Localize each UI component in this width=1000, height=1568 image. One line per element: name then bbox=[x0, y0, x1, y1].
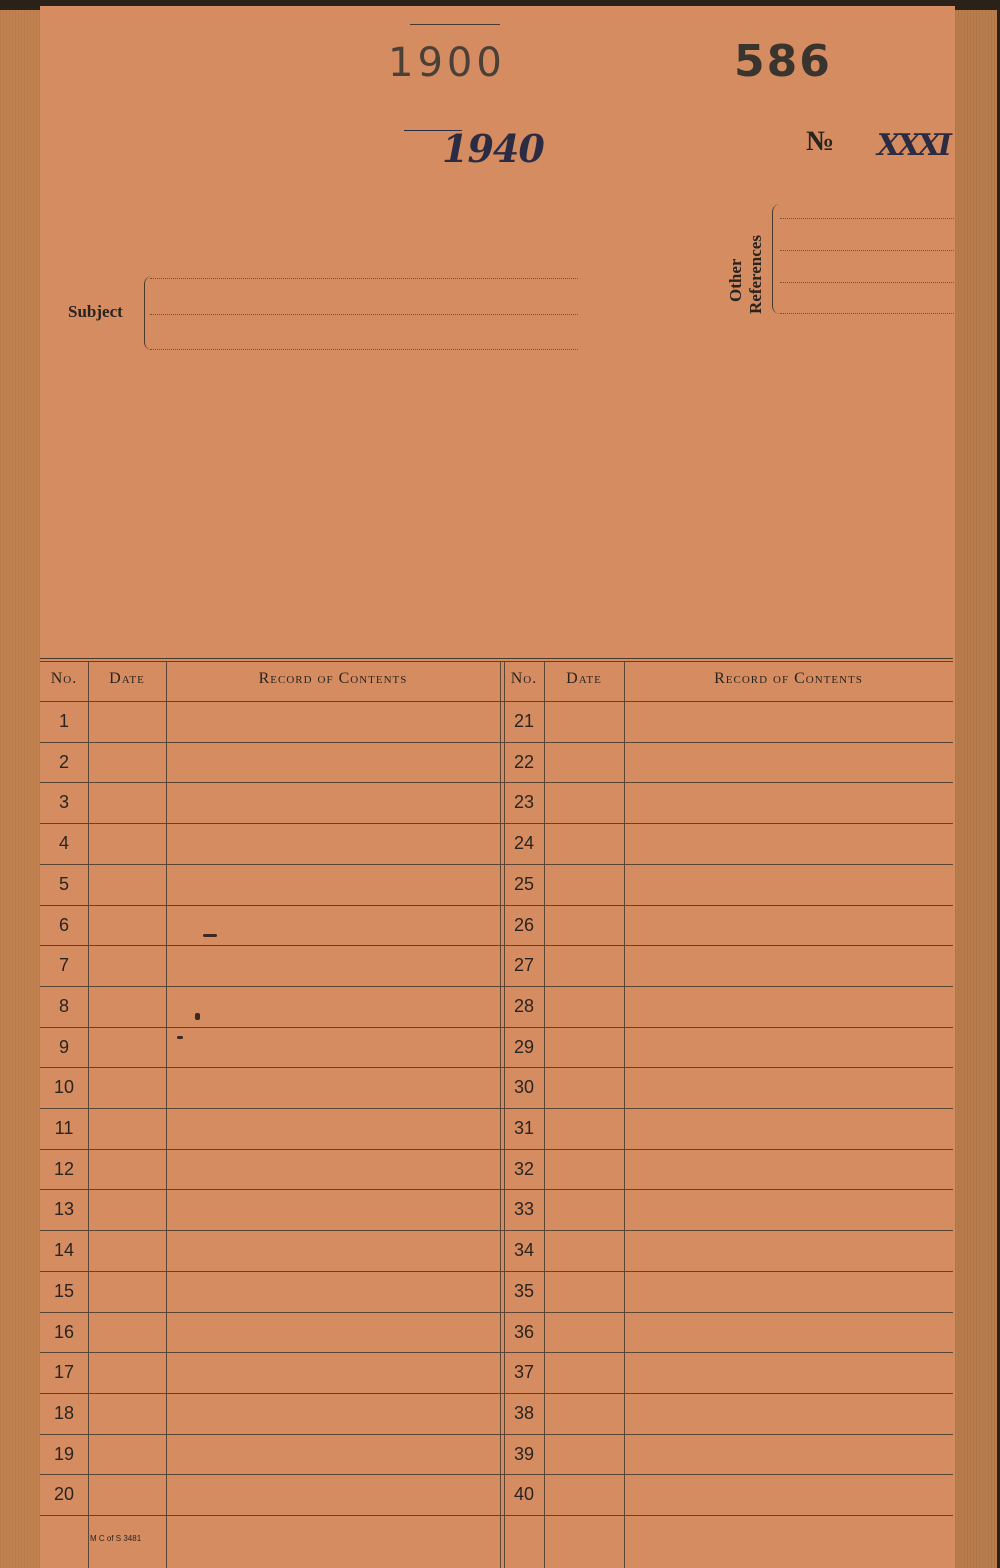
col-divider bbox=[88, 662, 89, 1568]
subject-brace bbox=[144, 276, 155, 350]
row-number-right: 40 bbox=[513, 1484, 535, 1504]
row-number-right: 24 bbox=[513, 833, 535, 853]
table-row-line bbox=[40, 1393, 953, 1394]
other-references-line-4[interactable] bbox=[780, 313, 954, 314]
stamped-year: 1900 bbox=[388, 40, 506, 86]
row-number-left: 11 bbox=[54, 1118, 74, 1138]
table-top-border bbox=[40, 658, 953, 659]
row-number-left: 5 bbox=[58, 874, 69, 894]
row-number-right: 32 bbox=[513, 1159, 535, 1179]
table-row-line bbox=[40, 782, 953, 783]
subject-label: Subject bbox=[68, 302, 123, 321]
row-number-right: 39 bbox=[513, 1444, 535, 1464]
row-number-right: 38 bbox=[513, 1403, 535, 1423]
row-number-left: 9 bbox=[58, 1037, 69, 1057]
table-row-line bbox=[40, 823, 953, 824]
subject-line-1[interactable] bbox=[150, 278, 578, 279]
row-number-right: 29 bbox=[513, 1037, 535, 1057]
row-number-right: 25 bbox=[513, 874, 535, 894]
table-row-line bbox=[40, 1230, 953, 1231]
other-references-label-line-1: Other bbox=[726, 258, 745, 302]
table-row-line bbox=[40, 742, 953, 743]
stamped-file-number: 586 bbox=[734, 36, 832, 87]
table-row-line bbox=[40, 1352, 953, 1353]
row-number-left: 4 bbox=[58, 833, 69, 853]
table-row-line bbox=[40, 1027, 953, 1028]
record-of-contents-table bbox=[40, 658, 953, 1568]
row-number-right: 21 bbox=[513, 711, 535, 731]
row-number-right: 22 bbox=[513, 752, 535, 772]
row-number-right: 35 bbox=[513, 1281, 535, 1301]
header-date-right: Date bbox=[566, 670, 602, 687]
other-references-line-1[interactable] bbox=[780, 218, 954, 219]
row-number-right: 30 bbox=[513, 1077, 535, 1097]
row-number-left: 16 bbox=[53, 1322, 75, 1342]
row-number-left: 14 bbox=[53, 1240, 75, 1260]
subject-line-3[interactable] bbox=[150, 349, 578, 350]
col-divider bbox=[544, 662, 545, 1568]
row-number-right: 33 bbox=[513, 1199, 535, 1219]
table-row-line bbox=[40, 986, 953, 987]
row-number-right: 28 bbox=[513, 996, 535, 1016]
table-row-line bbox=[40, 1149, 953, 1150]
col-divider bbox=[624, 662, 625, 1568]
table-row-line bbox=[40, 1108, 953, 1109]
header-date-left: Date bbox=[109, 670, 145, 687]
row-number-left: 7 bbox=[58, 955, 69, 975]
table-row-line bbox=[40, 945, 953, 946]
table-row-line bbox=[40, 1474, 953, 1475]
table-row-line bbox=[40, 1312, 953, 1313]
other-references-line-2[interactable] bbox=[780, 250, 954, 251]
binding-strip-left bbox=[0, 10, 40, 1568]
table-row-line bbox=[40, 905, 953, 906]
row-number-left: 15 bbox=[53, 1281, 75, 1301]
row-number-left: 6 bbox=[58, 915, 69, 935]
other-references-label-line-2: References bbox=[746, 235, 765, 314]
header-no-left: No. bbox=[50, 670, 78, 687]
handwritten-file-number: XXXI bbox=[877, 128, 949, 163]
col-divider bbox=[500, 662, 501, 1568]
other-references-label bbox=[726, 212, 778, 314]
top-mark bbox=[410, 24, 500, 25]
form-code: M C of S 3481 bbox=[90, 1534, 142, 1543]
row-number-right: 37 bbox=[513, 1362, 535, 1382]
handwritten-year: 1940 bbox=[442, 126, 544, 171]
table-row-line bbox=[40, 1189, 953, 1190]
row-number-left: 17 bbox=[53, 1362, 75, 1382]
binding-strip-right bbox=[955, 10, 997, 1568]
row-number-left: 3 bbox=[58, 792, 69, 812]
header-record-right: Record of Contents bbox=[714, 670, 863, 687]
row-number-right: 34 bbox=[513, 1240, 535, 1260]
table-row-line bbox=[40, 1434, 953, 1435]
table-row-line bbox=[40, 1271, 953, 1272]
table-row-line bbox=[40, 701, 953, 702]
ink-speck bbox=[177, 1036, 183, 1039]
ink-speck bbox=[195, 1013, 200, 1020]
row-number-left: 1 bbox=[58, 711, 69, 731]
number-label: № bbox=[806, 126, 835, 157]
other-references-line-3[interactable] bbox=[780, 282, 954, 283]
header-record-left: Record of Contents bbox=[258, 670, 408, 687]
row-number-right: 31 bbox=[513, 1118, 535, 1138]
other-references-brace bbox=[772, 204, 781, 314]
row-number-right: 26 bbox=[513, 915, 535, 935]
table-row-line bbox=[40, 1067, 953, 1068]
row-number-left: 10 bbox=[53, 1077, 75, 1097]
subject-line-2[interactable] bbox=[150, 314, 578, 315]
row-number-left: 19 bbox=[53, 1444, 75, 1464]
table-row-line bbox=[40, 864, 953, 865]
ink-speck bbox=[203, 934, 217, 937]
row-number-left: 20 bbox=[53, 1484, 75, 1504]
table-top-border-inner bbox=[40, 661, 953, 662]
row-number-left: 8 bbox=[58, 996, 69, 1016]
row-number-left: 2 bbox=[58, 752, 69, 772]
row-number-right: 27 bbox=[513, 955, 535, 975]
table-row-line bbox=[40, 1515, 953, 1516]
row-number-left: 18 bbox=[53, 1403, 75, 1423]
row-number-left: 13 bbox=[53, 1199, 75, 1219]
header-no-right: No. bbox=[510, 670, 538, 687]
col-divider bbox=[166, 662, 167, 1568]
row-number-right: 36 bbox=[513, 1322, 535, 1342]
row-number-right: 23 bbox=[513, 792, 535, 812]
row-number-left: 12 bbox=[53, 1159, 75, 1179]
